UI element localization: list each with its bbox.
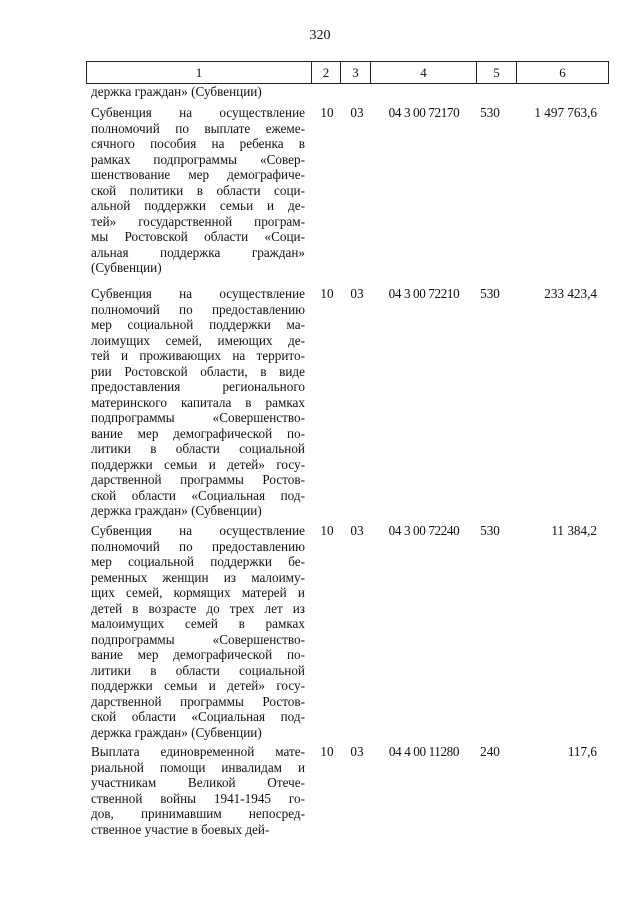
description-line: альной поддержки семьи и де- [91,198,305,213]
description-line: полномочий по предоставлению [91,538,305,554]
description-line: поддержки семьи и детей» госу- [91,456,305,472]
description-line: тей» государственной програм- [91,213,305,229]
target-article-code: 04 3 00 72170 [388,105,460,120]
page-number: 320 [309,28,331,43]
description-line: Субвенция на осуществление [91,523,305,538]
description-line: держка граждан» (Субвенции) [91,724,262,740]
target-article-code: 04 3 00 72210 [388,286,460,301]
description-line: дов, принимавшим непосред- [91,806,305,821]
row-description [91,523,305,740]
subsection-code: 03 [350,523,364,538]
description-line: подпрограммы «Совершенство- [91,631,305,647]
expense-type-code: 240 [480,744,500,759]
continuation-text [91,84,305,100]
description-line: ской области «Социальная под- [91,487,305,503]
header-col-2: 2 [312,62,341,84]
description-line: мер социальной поддержки ма- [91,317,305,332]
row-description [91,286,305,519]
amount: 233 423,4 [544,286,597,301]
section-code: 10 [320,523,334,538]
description-line: ственное участие в боевых дей- [91,821,270,837]
description-line: малоимущих семей в рамках [91,616,305,631]
description-line: шенствование мер демографиче- [91,167,305,182]
section-code: 10 [320,744,334,759]
description-line: держка граждан» (Субвенции) [91,503,262,518]
description-line: лоимущих семей, имеющих де- [91,332,305,348]
description-line: рамках подпрограммы «Совер- [91,151,305,167]
header-col-4: 4 [371,62,477,84]
description-line: мер социальной поддержки бе- [91,554,305,569]
description-line: щих семей, кормящих матерей и [91,585,305,600]
amount: 117,6 [567,744,597,759]
description-line: поддержки семьи и детей» госу- [91,678,305,693]
header-col-6: 6 [517,62,609,84]
subsection-code: 03 [350,286,364,301]
expense-type-code: 530 [480,105,500,120]
description-line: (Субвенции) [91,260,162,275]
description-line: тей и проживающих на террито- [91,348,305,363]
description-line: детей в возрасте до трех лет из [91,600,305,616]
row-description [91,744,305,837]
description-line: ской политики в области соци- [91,182,305,198]
description-line: полномочий по выплате ежеме- [91,120,305,136]
section-code: 10 [320,105,334,120]
expense-type-code: 530 [480,523,500,538]
description-line: Субвенция на осуществление [91,105,305,120]
amount: 1 497 763,6 [534,105,597,120]
description-line: рии Ростовской области, в виде [91,363,305,379]
continuation-line: держка граждан» (Субвенции) [91,84,262,99]
target-article-code: 04 4 00 11280 [388,744,460,759]
description-line: дарственной программы Ростов- [91,693,305,709]
description-line: Субвенция на осуществление [91,286,305,301]
description-line: вание мер демографической по- [91,647,305,662]
description-line: предоставления регионального [91,379,305,394]
header-col-3: 3 [341,62,371,84]
description-line: риальной помощи инвалидам и [91,759,305,775]
description-line: вание мер демографической по- [91,425,305,441]
table-header [86,61,609,84]
description-line: материнского капитала в рамках [91,394,305,410]
description-line: Выплата единовременной мате- [91,744,305,759]
target-article-code: 04 3 00 72240 [388,523,460,538]
header-col-5: 5 [477,62,517,84]
description-line: альная поддержка граждан» [91,244,305,260]
header-col-1: 1 [87,62,312,84]
description-line: ременных женщин из малоиму- [91,569,305,585]
subsection-code: 03 [350,105,364,120]
description-line: литики в области социальной [91,441,305,456]
subsection-code: 03 [350,744,364,759]
description-line: ской области «Социальная под- [91,709,305,724]
description-line: ственной войны 1941-1945 го- [91,790,305,806]
table-header-row [87,62,609,84]
description-line: подпрограммы «Совершенство- [91,410,305,425]
description-line: полномочий по предоставлению [91,301,305,317]
description-line: участникам Великой Отече- [91,775,305,790]
amount: 11 384,2 [551,523,597,538]
description-line: сячного пособия на ребенка в [91,136,305,151]
description-line: дарственной программы Ростов- [91,472,305,487]
section-code: 10 [320,286,334,301]
row-description [91,105,305,276]
description-line: литики в области социальной [91,662,305,678]
description-line: мы Ростовской области «Соци- [91,229,305,244]
expense-type-code: 530 [480,286,500,301]
